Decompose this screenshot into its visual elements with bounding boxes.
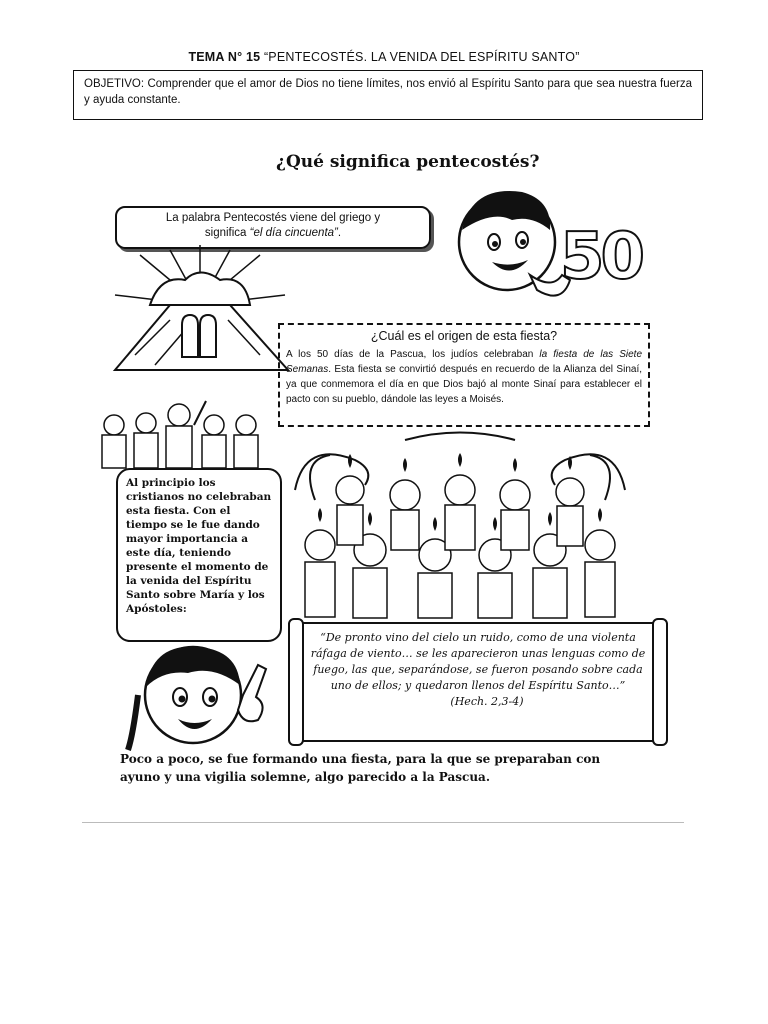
bubble-line-2-post: . bbox=[337, 227, 342, 239]
closing-part-2: , para la que se preparaban con ayuno y una vigilia solemne, algo parecido a la Pascua. bbox=[120, 752, 601, 784]
history-box: Al principio los cristianos no celebraban esta fiesta. Con el tiempo se le fue dando mayor importancia a este día, teniendo presente el momento de la venida del Espíritu Santo sobre María y los Apóstoles: bbox=[116, 468, 282, 642]
bible-quote-scroll bbox=[298, 622, 658, 742]
scroll-right-roll bbox=[652, 618, 668, 746]
origin-text-part-2: . Esta fiesta se convirtió después en recuerdo de la Alianza del Sinaí, ya que conmemora el día en que Dios bajó al monte Sinaí para establecer el pacto con su pueblo, dándole las leyes a Moisés. bbox=[286, 364, 642, 405]
girl-face-icon bbox=[118, 635, 293, 755]
origin-text-part-1: A los 50 días de la Pascua, los judíos celebraban bbox=[286, 349, 540, 360]
title-number: TEMA N° 15 bbox=[188, 50, 261, 64]
crowd-icon bbox=[94, 395, 276, 470]
speech-bubble-definition bbox=[115, 206, 431, 249]
fifty-number: 50 bbox=[560, 220, 642, 294]
mountain-tablets-icon bbox=[110, 245, 290, 375]
bubble-line-2 bbox=[117, 226, 429, 241]
origin-text-italic: la fiesta de las Siete Semanas bbox=[286, 349, 643, 375]
origin-title: ¿Cuál es el origen de esta fiesta? bbox=[370, 329, 558, 343]
closing-paragraph bbox=[120, 750, 640, 786]
worksheet-heading: ¿Qué significa pentecostés? bbox=[276, 152, 540, 172]
bubble-line-2-italic: “el día cincuenta” bbox=[249, 227, 338, 239]
origin-box bbox=[278, 323, 650, 427]
origin-text bbox=[286, 347, 642, 407]
bottom-rule bbox=[82, 822, 684, 823]
quote-reference: (Hech. 2,3-4) bbox=[450, 695, 524, 708]
page-title bbox=[0, 50, 768, 64]
closing-bold: una fiesta bbox=[321, 752, 388, 766]
bubble-line-1: La palabra Pentecostés viene del griego y bbox=[165, 212, 381, 224]
bubble-line-2-pre: significa bbox=[204, 227, 250, 239]
closing-part-1: Poco a poco, se fue formando bbox=[120, 752, 322, 766]
title-text: “PENTECOSTÉS. LA VENIDA DEL ESPÍRITU SANTO” bbox=[260, 50, 580, 64]
quote-text: “De pronto vino del cielo un ruido, como de una violenta ráfaga de viento… se les aparecieron unas lenguas como de fuego, las que, separándose, se fueron posando sobre cada uno de ellos; y quedaron llenos del Espíritu Santo…” bbox=[310, 631, 646, 692]
apostles-flames-icon bbox=[285, 430, 635, 620]
objective-box: OBJETIVO: Comprender que el amor de Dios no tiene límites, nos envió al Espíritu Santo para que sea nuestra fuerza y ayuda constante. bbox=[73, 70, 703, 120]
worksheet bbox=[80, 140, 700, 830]
